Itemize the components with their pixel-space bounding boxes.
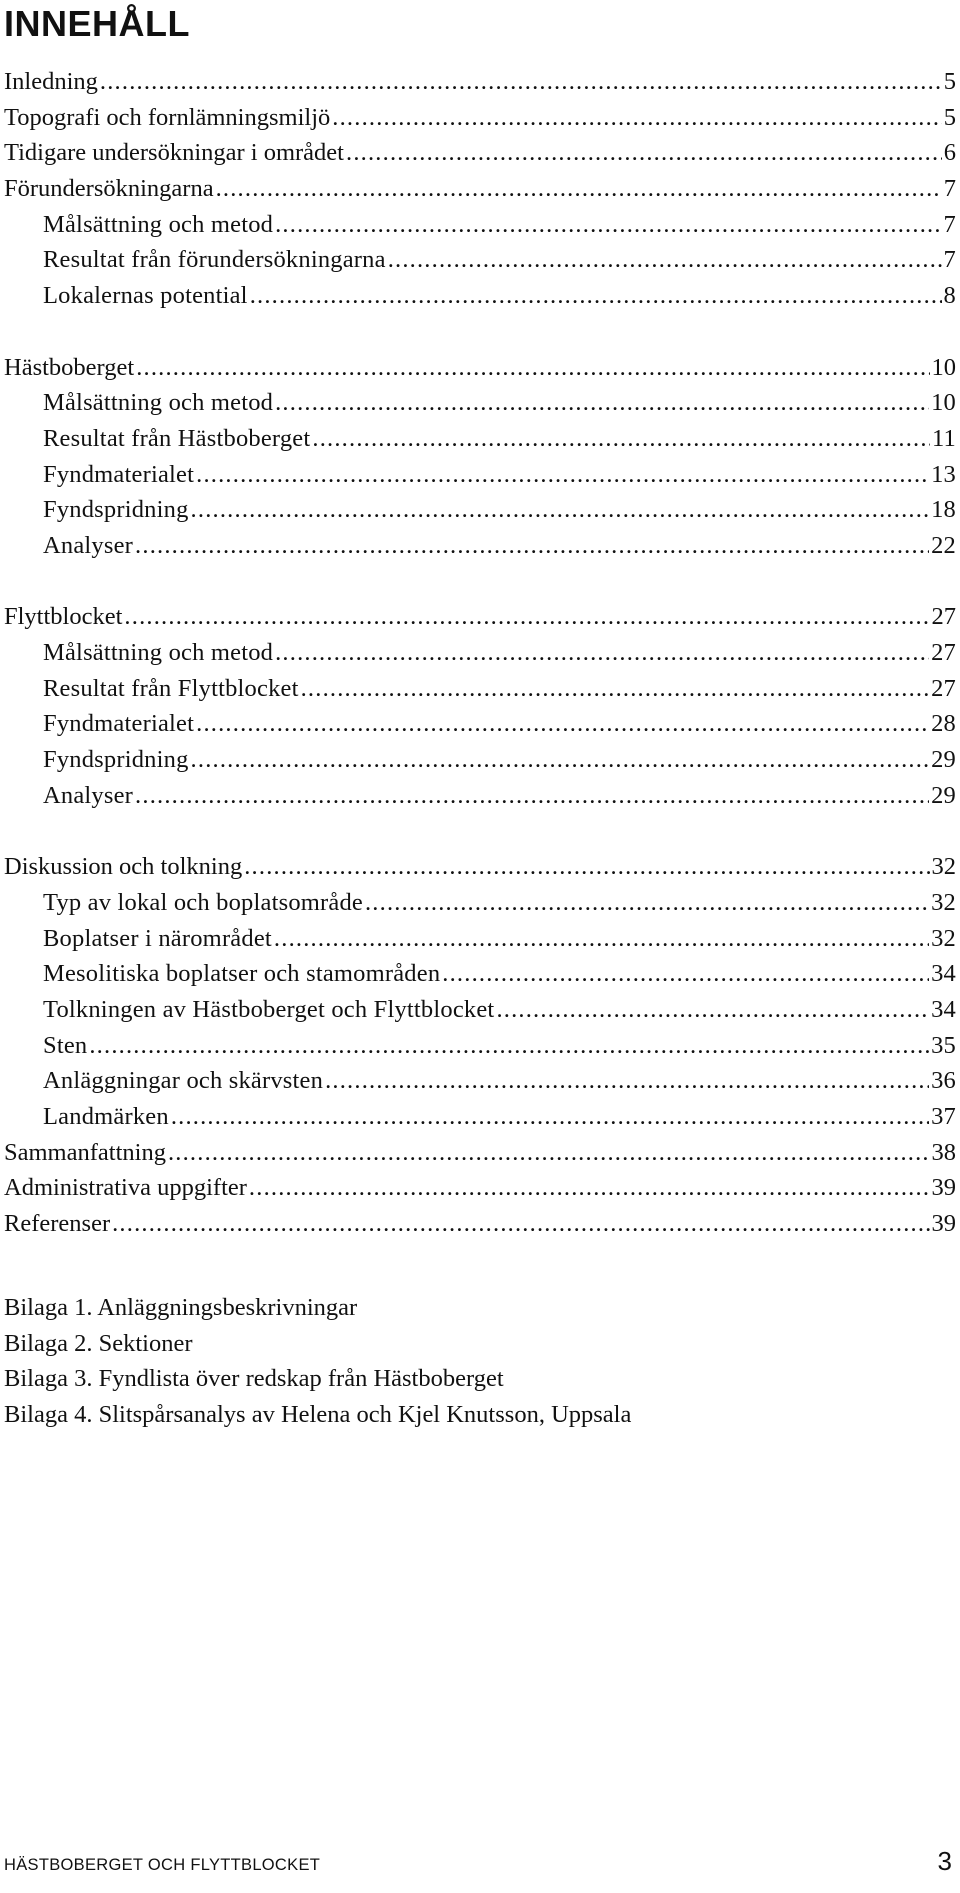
toc-dot-leader [191,742,930,778]
toc-entry-label: Fyndspridning [43,496,189,524]
toc-entry-page-number: 29 [931,746,956,774]
toc-entry-label: Analyser [43,531,134,559]
attachment-item: Bilaga 3. Fyndlista över redskap från Hästboberget [4,1365,504,1393]
toc-entry-page-number: 22 [931,531,956,559]
toc-entry-page-number: 27 [931,674,956,702]
toc-dot-leader [332,100,941,136]
toc-entry [0,921,956,957]
toc-entry-label: Hästboberget [4,353,135,381]
toc-entry [0,385,956,421]
toc-entry [0,778,956,814]
toc-entry [0,992,956,1028]
toc-dot-leader [325,1063,929,1099]
toc-dot-leader [136,350,929,386]
toc-entry-page-number: 8 [943,282,956,310]
toc-entry-label: Målsättning och metod [43,210,274,238]
toc-entry-label: Mesolitiska boplatser och stamområden [43,960,441,988]
toc-entry-label: Lokalernas potential [43,282,248,310]
toc-dot-leader [249,1170,930,1206]
toc-dot-leader [112,1206,929,1242]
toc-entry-page-number: 35 [931,1031,956,1059]
toc-entry-page-number: 32 [931,853,956,881]
toc-dot-leader [388,242,942,278]
toc-entry-label: Förundersökningarna [4,175,214,203]
toc-entry-label: Analyser [43,781,134,809]
toc-entry-page-number: 27 [931,603,956,631]
page-title: INNEHÅLL [4,3,190,44]
toc-entry-page-number: 39 [931,1210,956,1237]
toc-entry-page-number: 11 [932,424,956,452]
toc-entry [0,1170,956,1206]
toc-entry-page-number: 7 [943,175,956,203]
toc-entry-page-number: 32 [931,888,956,916]
toc-entry-label: Diskussion och tolkning [4,853,243,881]
toc-entry-page-number: 39 [931,1174,956,1202]
toc-dot-leader [135,528,929,564]
toc-entry-page-number: 37 [931,1102,956,1130]
toc-entry-label: Administrativa uppgifter [4,1174,247,1202]
toc-entry-label: Inledning [4,68,98,95]
toc-entry-label: Referenser [4,1210,111,1237]
toc-dot-leader [301,671,929,707]
toc-entry [0,956,956,992]
toc-entry-label: Målsättning och metod [43,389,274,417]
toc-dot-leader [365,885,929,921]
toc-dot-leader [250,278,942,314]
toc-entry [0,742,956,778]
toc-dot-leader [275,635,929,671]
toc-entry [0,1206,956,1242]
toc-entry [0,457,956,493]
attachment-list [4,1290,631,1433]
toc-entry-label: Resultat från förundersökningarna [43,246,386,274]
toc-dot-leader [196,457,929,493]
toc-entry-label: Fyndmaterialet [43,460,195,488]
toc-entry [0,278,956,314]
toc-entry-label: Tidigare undersökningar i området [4,139,344,167]
toc-entry-label: Landmärken [43,1102,169,1130]
toc-entry [0,671,956,707]
toc-entry-label: Sten [43,1031,88,1059]
toc-dot-leader [312,421,930,457]
footer-page-number: 3 [937,1846,952,1876]
toc-entry-page-number: 18 [931,496,956,524]
toc-entry-page-number: 34 [931,995,956,1023]
toc-entry-label: Sammanfattning [4,1138,166,1166]
toc-entry [0,207,956,243]
toc-entry [0,1028,956,1064]
attachment-item: Bilaga 2. Sektioner [4,1329,193,1357]
toc-entry-page-number: 10 [931,353,956,381]
toc-entry [0,64,956,100]
toc-dot-leader [171,1099,929,1135]
toc-entry-page-number: 7 [943,210,956,238]
toc-entry-page-number: 27 [931,639,956,666]
toc-dot-leader [496,992,929,1028]
toc-entry [0,100,956,136]
toc-dot-leader [196,706,929,742]
toc-entry-label: Flyttblocket [4,603,123,631]
toc-entry [0,528,956,564]
attachment-item: Bilaga 1. Anläggningsbeskrivningar [4,1294,358,1321]
toc-entry-page-number: 5 [943,103,956,131]
toc-entry-page-number: 7 [943,246,956,274]
toc-entry-label: Resultat från Hästboberget [43,424,311,452]
toc-entry-label: Typ av lokal och boplatsområde [43,888,363,916]
attachment-item: Bilaga 4. Slitspårsanalys av Helena och Kjel Knutsson, Uppsala [4,1401,632,1429]
toc-entry-page-number: 13 [931,460,956,488]
toc-entry [0,706,956,742]
toc-entry-label: Resultat från Flyttblocket [43,674,299,702]
toc-entry-page-number: 6 [943,139,956,167]
toc-dot-leader [168,1135,930,1171]
toc-dot-leader [216,171,942,207]
toc-entry-page-number: 36 [931,1067,956,1095]
toc-dot-leader [124,599,929,635]
toc-entry-label: Anläggningar och skärvsten [43,1067,324,1095]
toc-entry [0,1135,956,1171]
toc-entry [0,492,956,528]
toc-dot-leader [274,921,929,957]
toc-dot-leader [191,492,930,528]
toc-entry-page-number: 29 [931,781,956,809]
toc-entry-label: Boplatser i närområdet [43,924,272,952]
toc-entry-label: Tolkningen av Hästboberget och Flyttblocket [43,995,495,1023]
toc-dot-leader [89,1028,929,1064]
toc-entry [0,1099,956,1135]
toc-entry [0,421,956,457]
toc-entry [0,350,956,386]
toc-entry-label: Topografi och fornlämningsmiljö [4,103,331,131]
toc-entry-page-number: 32 [931,924,956,952]
table-of-contents [0,64,956,1242]
toc-entry [0,635,956,671]
toc-entry-label: Fyndmaterialet [43,710,195,738]
toc-dot-leader [244,849,929,885]
running-footer-title: HÄSTBOBERGET OCH FLYTTBLOCKET [4,1856,321,1874]
toc-entry-page-number: 10 [931,389,956,417]
toc-entry [0,885,956,921]
toc-dot-leader [100,64,942,100]
toc-entry-page-number: 28 [931,710,956,738]
toc-entry-page-number: 5 [943,68,956,95]
toc-entry-label: Målsättning och metod [43,639,274,666]
toc-entry [0,849,956,885]
toc-dot-leader [346,135,942,171]
toc-entry-label: Fyndspridning [43,746,189,774]
toc-dot-leader [442,956,929,992]
toc-entry-page-number: 34 [931,960,956,988]
toc-dot-leader [275,207,941,243]
toc-entry [0,171,956,207]
toc-entry [0,242,956,278]
toc-entry [0,1063,956,1099]
toc-entry [0,599,956,635]
toc-entry [0,135,956,171]
toc-dot-leader [275,385,929,421]
toc-dot-leader [135,778,929,814]
toc-entry-page-number: 38 [931,1138,956,1166]
